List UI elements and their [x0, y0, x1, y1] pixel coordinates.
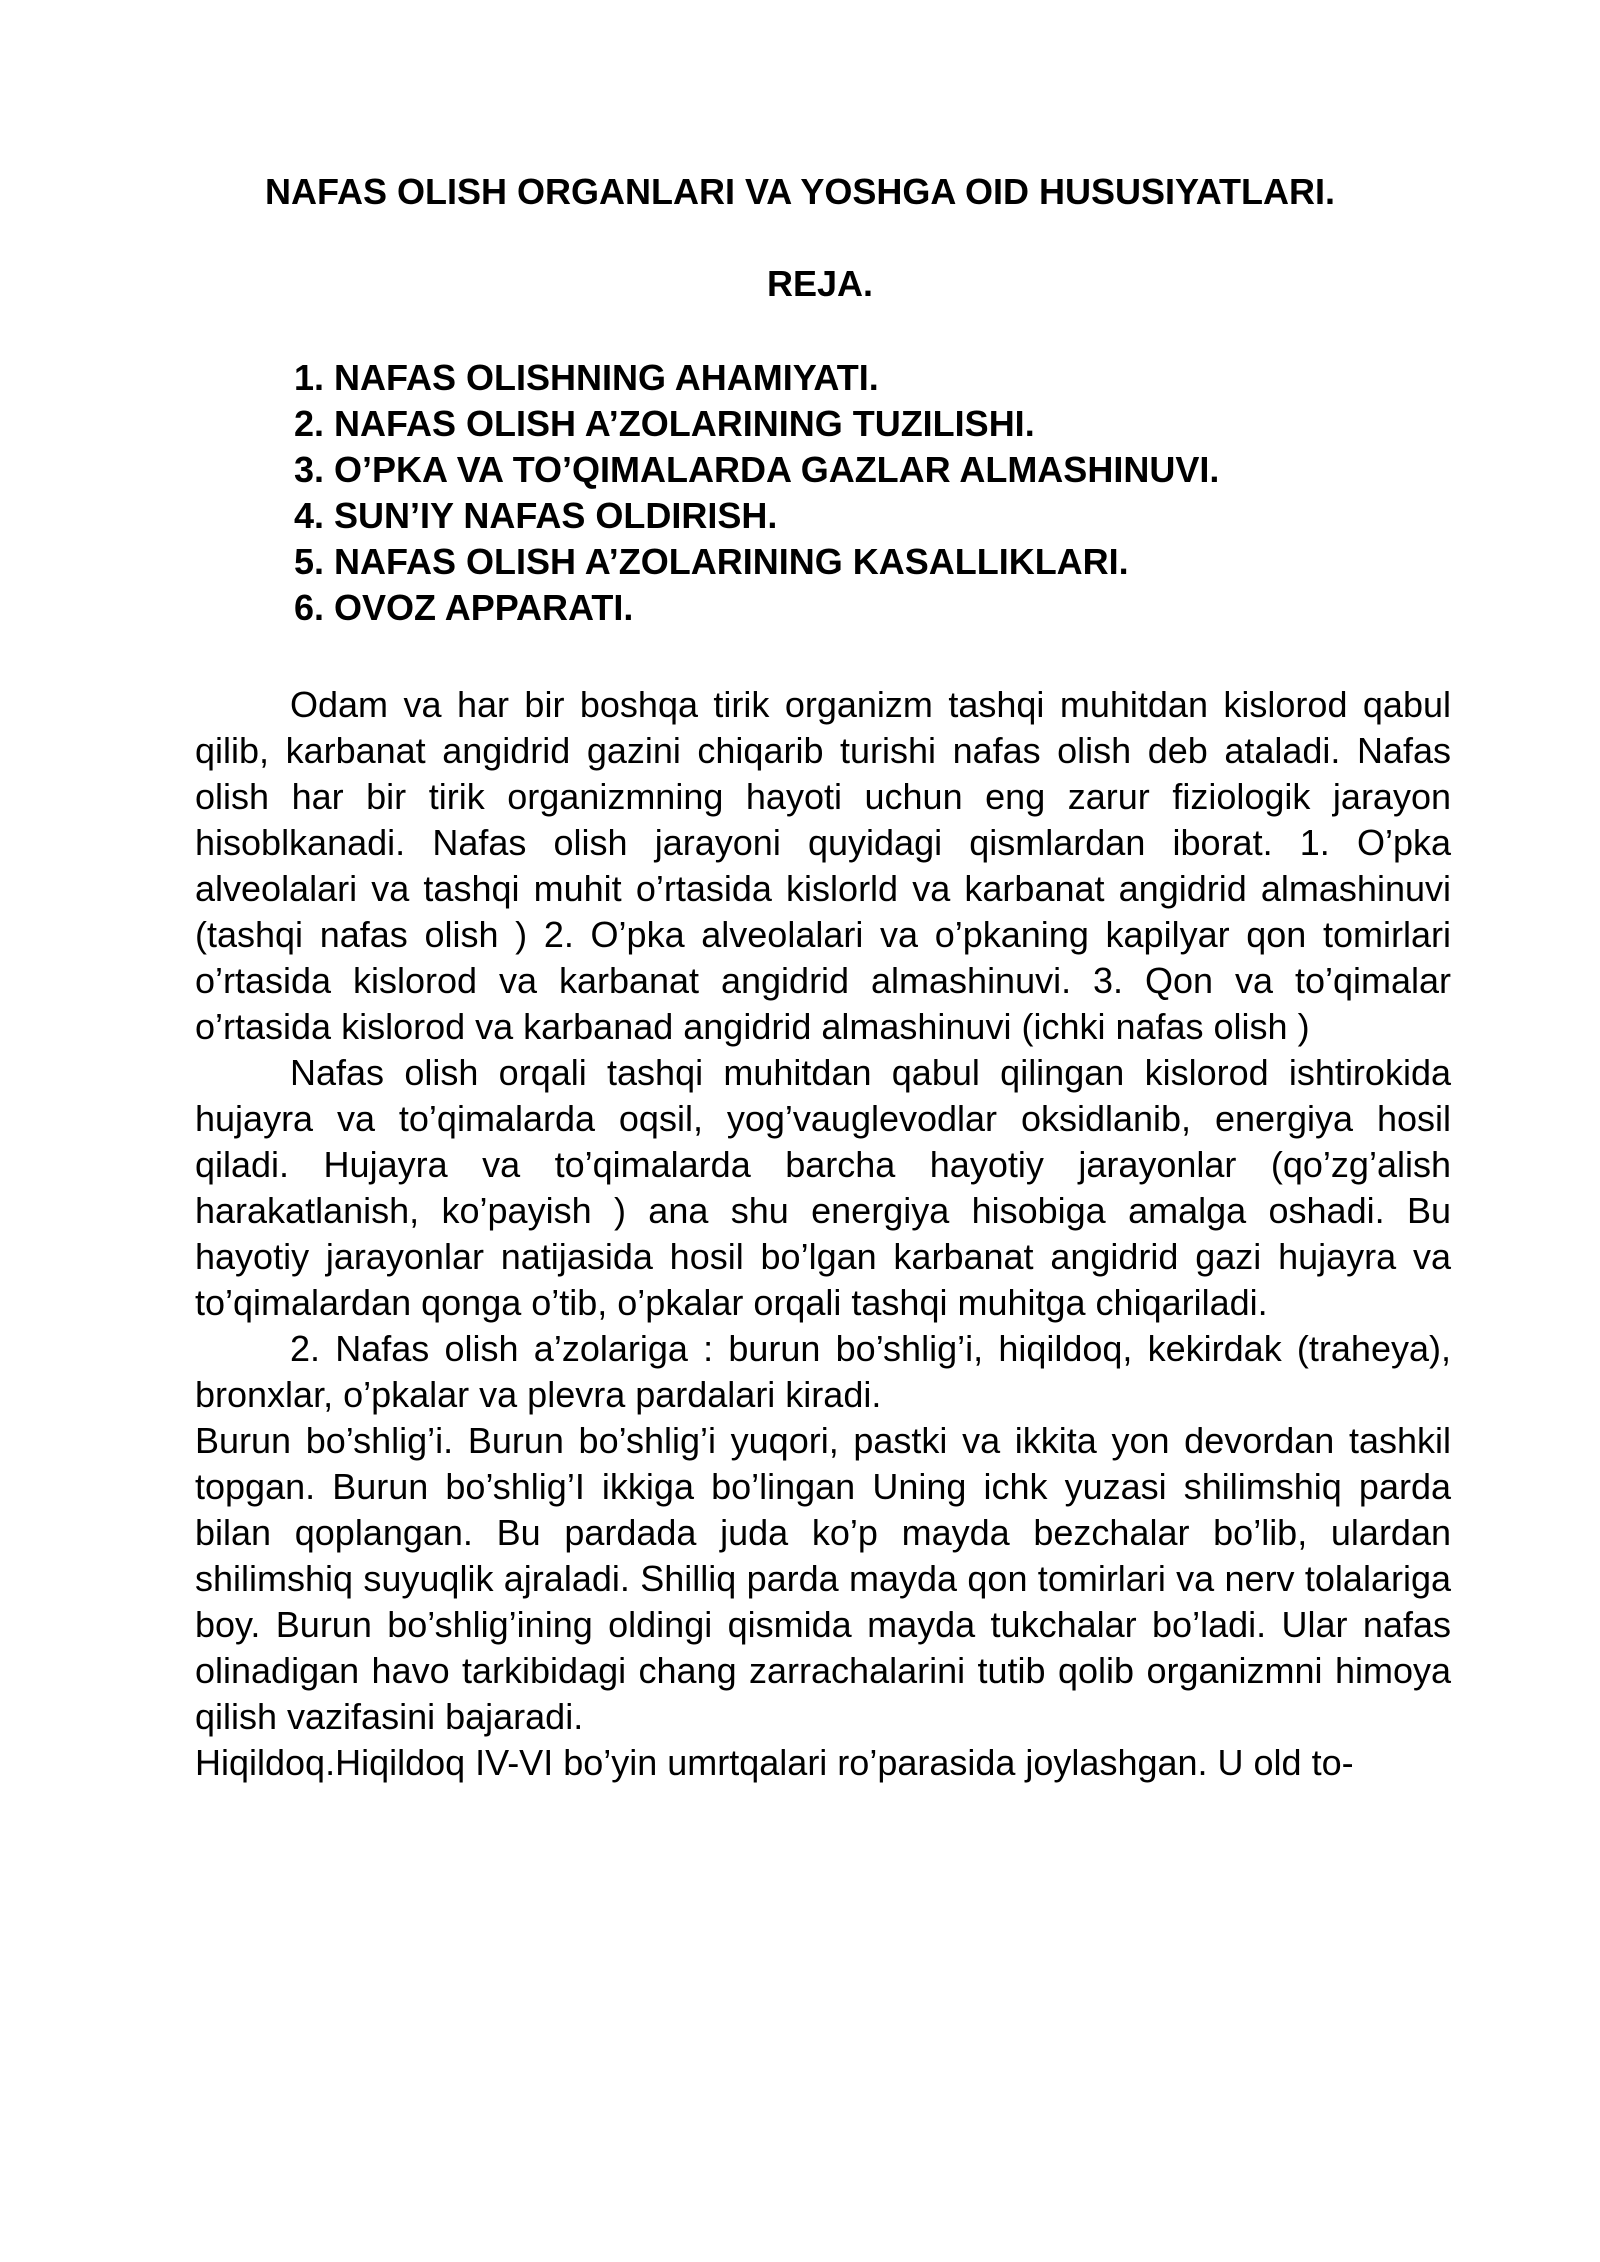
body-text — [195, 682, 1451, 1786]
plan-item: 5. NAFAS OLISH A’ZOLARINING KASALLIKLARI. — [294, 541, 1129, 582]
document-title: NAFAS OLISH ORGANLARI VA YOSHGA OID HUSUSIYATLARI. — [264, 171, 1336, 212]
paragraph-respiration-definition: Odam va har bir boshqa tirik organizm tashqi muhitdan kislorod qabul qilib, karbanat angidrid gazini chiqarib turishi nafas olish deb ataladi. Nafas olish har bir tirik organizmning hayoti uchun eng zarur fiziologik jarayon hisoblkanadi. Nafas olish jarayoni quyidagi qismlardan iborat. 1. O’pka alveolalari va tashqi muhit o’rtasida kislorld va karbanat angidrid almashinuvi (tashqi nafas olish ) 2. O’pka alveolalari va o’pkaning kapilyar qon tomirlari o’rtasida kislorod va karbanat angidrid almashinuvi. 3. Qon va to’qimalar o’rtasida kislorod va karbanad angidrid almashinuvi (ichki nafas olish ) — [195, 684, 1451, 1047]
paragraph-nasal-cavity: Burun bo’shlig’i. Burun bo’shlig’i yuqori, pastki va ikkita yon devordan tashkil topgan. Burun bo’shlig’I ikkiga bo’lingan Uning ichk yuzasi shilimshiq parda bilan qoplangan. Bu pardada juda ko’p mayda bezchalar bo’lib, ulardan shilimshiq suyuqlik ajraladi. Shilliq parda mayda qon tomirlari va nerv tolalariga boy. Burun bo’shlig’ining oldingi qismida mayda tukchalar bo’ladi. Ular nafas olinadigan havo tarkibidagi chang zarrachalarini tutib qolib organizmni himoya qilish vazifasini bajaradi. — [195, 1420, 1451, 1737]
paragraph-oxygen-energy: Nafas olish orqali tashqi muhitdan qabul qilingan kislorod ishtirokida hujayra va to’qimalarda oqsil, yog’vauglevodlar oksidlanib, energiya hosil qiladi. Hujayra va to’qimalarda barcha hayotiy jarayonlar (qo’zg’alish harakatlanish, ko’payish ) ana shu energiya hisobiga amalga oshadi. Bu hayotiy jarayonlar natijasida hosil bo’lgan karbanat angidrid gazi hujayra va to’qimalardan qonga o’tib, o’pkalar orqali tashqi muhitga chiqariladi. — [195, 1052, 1451, 1323]
plan-item: 6. OVOZ APPARATI. — [294, 587, 634, 628]
paragraph-respiratory-organs: 2. Nafas olish a’zolariga : burun bo’shlig’i, hiqildoq, kekirdak (traheya), bronxlar, o’pkalar va plevra pardalari kiradi. — [195, 1328, 1451, 1415]
paragraph-larynx: Hiqildoq.Hiqildoq IV-VI bo’yin umrtqalari ro’parasida joylashgan. U old to- — [195, 1742, 1354, 1783]
plan-item: 3. O’PKA VA TO’QIMALARDA GAZLAR ALMASHINUVI. — [294, 449, 1220, 490]
plan-list — [294, 355, 1219, 631]
plan-item: 1. NAFAS OLISHNING AHAMIYATI. — [294, 357, 879, 398]
plan-item: 2. NAFAS OLISH A’ZOLARINING TUZILISHI. — [294, 403, 1035, 444]
plan-heading: REJA. — [766, 263, 874, 304]
plan-item: 4. SUN’IY NAFAS OLDIRISH. — [294, 495, 778, 536]
